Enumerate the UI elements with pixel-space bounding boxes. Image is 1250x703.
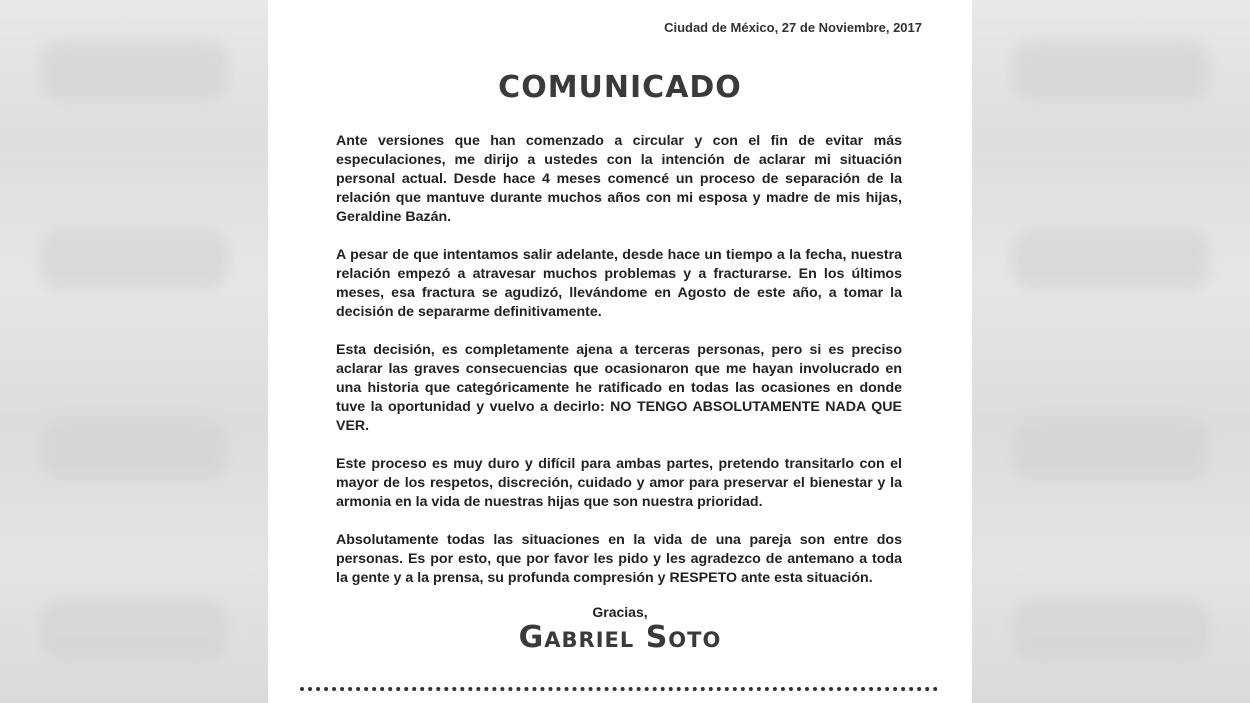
letter-title: COMUNICADO (498, 70, 742, 105)
blurred-background-left (0, 0, 268, 703)
paragraph: Esta decisión, es completamente ajena a terceras personas, pero si es preciso aclarar las graves consecuencias que ocasionaron que me hayan involucrado en una historia que categóricamente he ratificado en todas las ocasiones en donde tuve la oportunidad y vuelvo a decirlo: NO TENGO ABSOLUTAMENTE NADA QUE VER. (336, 342, 902, 434)
letter-date: Ciudad de México, 27 de Noviembre, 2017 (664, 20, 922, 35)
blurred-text-line (1012, 600, 1210, 660)
letter-body (336, 132, 902, 607)
blurred-text-line (40, 40, 228, 100)
blurred-text-line (40, 230, 228, 290)
paragraph: Ante versiones que han comenzado a circular y con el fin de evitar más especulaciones, me dirijo a ustedes con la intención de aclarar mi situación personal actual. Desde hace 4 meses comencé un proceso de separación de la relación que mantuve durante muchos años con mi esposa y madre de mis hijas, Geraldine Bazán. (336, 133, 902, 225)
paragraph: Este proceso es muy duro y difícil para ambas partes, pretendo transitarlo con el mayor de los respetos, discreción, cuidado y amor para preservar el bienestar y la armonia en la vida de nuestras hijas que son nuestra prioridad. (336, 456, 902, 510)
closing: Gracias, (592, 604, 648, 620)
blurred-text-line (40, 420, 228, 480)
letter-page (268, 0, 972, 703)
blurred-text-line (40, 600, 228, 660)
blurred-text-line (1012, 230, 1210, 290)
blurred-text-line (1012, 40, 1210, 100)
blurred-text-line (1012, 420, 1210, 480)
dotted-divider (300, 687, 938, 691)
blurred-background-right (972, 0, 1250, 703)
paragraph: A pesar de que intentamos salir adelante, desde hace un tiempo a la fecha, nuestra relación empezó a atravesar muchos problemas y a fracturarse. En los últimos meses, esa fractura se agudizó, llevándome en Agosto de este año, a tomar la decisión de separarme definitivamente. (336, 247, 902, 320)
paragraph: Absolutamente todas las situaciones en la vida de una pareja son entre dos personas. Es por esto, que por favor les pido y les agradezco de antemano a toda la gente y a la prensa, su profunda compresión y RESPETO ante esta situación. (336, 532, 902, 586)
signature: Gabriel Soto (518, 620, 722, 655)
